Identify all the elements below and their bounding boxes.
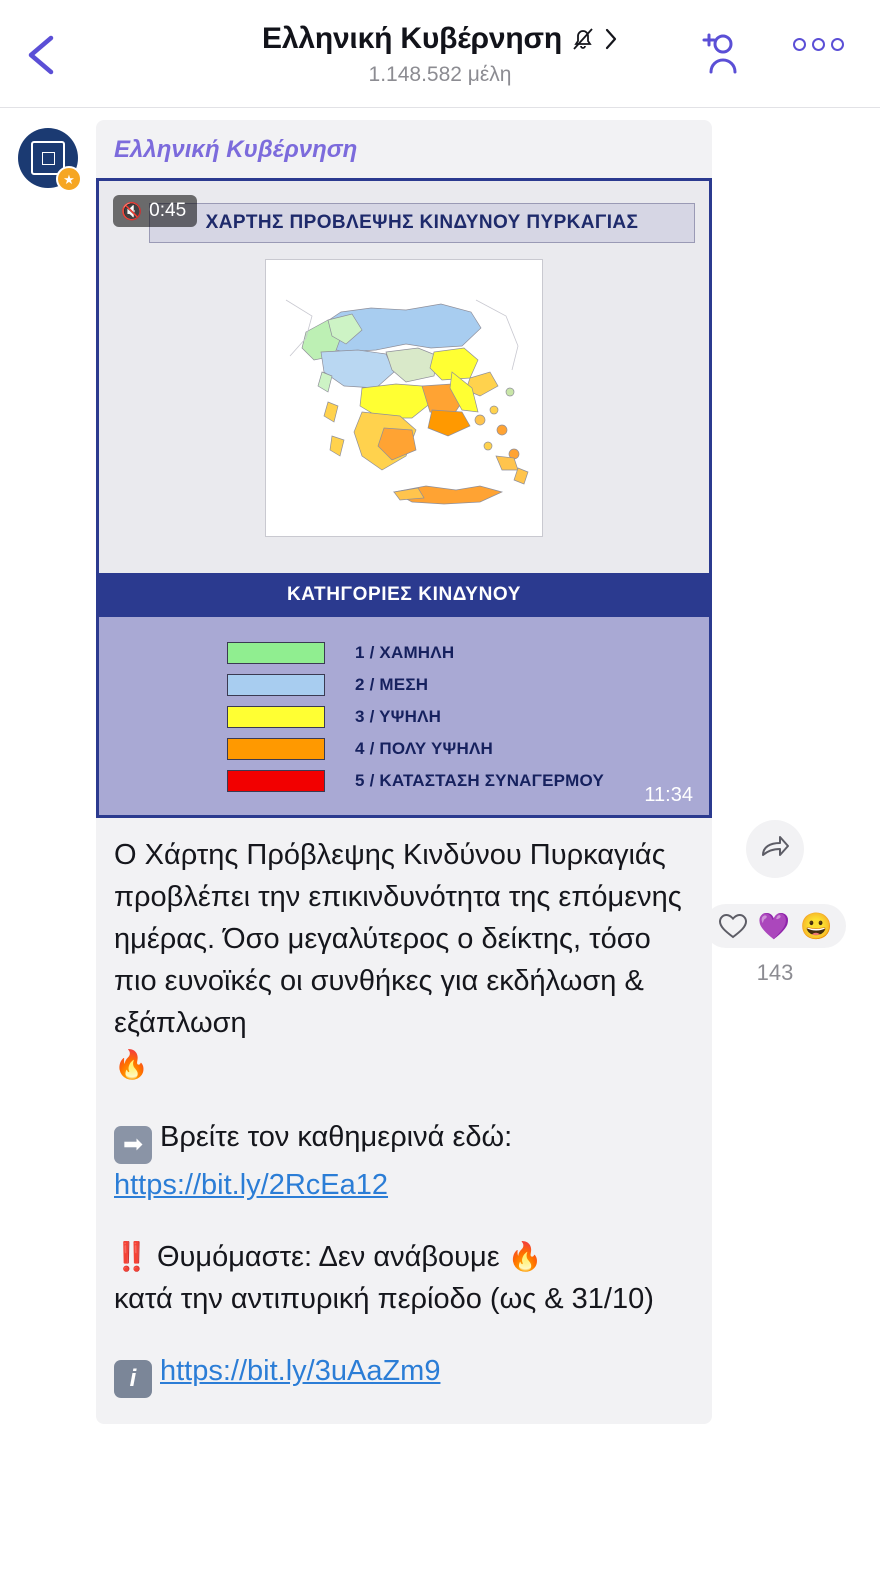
legend-label: 1 / ΧΑΜΗΛΗ: [355, 643, 455, 662]
message-sender: Ελληνική Κυβέρνηση: [114, 136, 358, 163]
legend-item: [99, 765, 709, 797]
message-row: [0, 120, 880, 1424]
paragraph-1-text: Ο Χάρτης Πρόβλεψης Κινδύνου Πυρκαγιάς προβλέπει την επικινδυνότητα της επόμενης ημέρας. Όσο μεγαλύτερος ο δείκτης, τόσο πιο ευνοϊκές οι συνθήκες για εκδήλωση & εξάπλωση: [114, 839, 682, 1040]
legend-item: [99, 637, 709, 669]
paragraph-3-text-a: Θυμόμαστε: Δεν ανάβουμε: [156, 1241, 500, 1274]
message-list[interactable]: [0, 108, 880, 1578]
message-text: [96, 818, 712, 1424]
risk-legend: [99, 617, 709, 815]
video-duration: 0:45: [149, 200, 187, 221]
add-user-icon: [695, 30, 745, 83]
video-attachment[interactable]: [96, 178, 712, 818]
legend-label: 3 / ΥΨΗΛΗ: [355, 707, 442, 726]
chevron-right-icon: [604, 27, 618, 51]
more-options-icon: [793, 38, 806, 51]
greece-fire-risk-map: [265, 259, 543, 537]
heart-outline-icon[interactable]: [718, 912, 748, 940]
message-bubble[interactable]: [96, 120, 712, 1424]
paragraph-2: [114, 1116, 694, 1206]
member-count: 1.148.582 μέλη: [368, 63, 512, 86]
legend-swatch: [227, 674, 325, 696]
reaction-count: 143: [756, 960, 794, 985]
legend-header: ΚΑΤΗΓΟΡΙΕΣ ΚΙΝΔΥΝΟΥ: [99, 573, 709, 617]
chat-header: [0, 0, 880, 108]
legend-item: [99, 733, 709, 765]
link-more-info[interactable]: https://bit.ly/3uAaZm9: [160, 1355, 441, 1388]
paragraph-1: [114, 834, 694, 1086]
map-title-banner: ΧΑΡΤΗΣ ΠΡΟΒΛΕΨΗΣ ΚΙΝΔΥΝΟΥ ΠΥΡΚΑΓΙΑΣ: [149, 203, 695, 243]
message-actions: [700, 820, 850, 986]
more-options-button[interactable]: [793, 38, 844, 51]
legend-label: 2 / ΜΕΣΗ: [355, 675, 429, 694]
forward-button[interactable]: [746, 820, 804, 878]
more-options-icon: [831, 38, 844, 51]
page-title: Ελληνική Κυβέρνηση: [262, 22, 562, 55]
star-icon: ★: [56, 166, 82, 192]
more-options-icon: [812, 38, 825, 51]
legend-item: [99, 669, 709, 701]
arrow-right-icon: ➡: [114, 1126, 152, 1164]
legend-swatch: [227, 770, 325, 792]
paragraph-2-text: Βρείτε τον καθημερινά εδώ:: [160, 1121, 513, 1154]
header-center[interactable]: [0, 22, 880, 87]
fire-emoji: 🔥: [114, 1049, 149, 1081]
grinning-face-emoji[interactable]: 😀: [800, 911, 833, 941]
forward-arrow-icon: [759, 833, 791, 866]
legend-swatch: [227, 706, 325, 728]
legend-item: [99, 701, 709, 733]
paragraph-3-text-b: κατά την αντιπυρική περίοδο (ως & 31/10): [114, 1283, 654, 1316]
speaker-muted-icon: 🔇: [121, 201, 143, 221]
legend-swatch: [227, 642, 325, 664]
paragraph-3: [114, 1236, 694, 1320]
link-fire-risk-map[interactable]: https://bit.ly/2RcEa12: [114, 1169, 389, 1202]
fire-emoji: 🔥: [507, 1241, 543, 1273]
information-icon: i: [114, 1360, 152, 1398]
video-preview[interactable]: [99, 181, 709, 573]
legend-swatch: [227, 738, 325, 760]
add-user-button[interactable]: [692, 28, 748, 84]
reaction-bar[interactable]: [704, 904, 847, 948]
paragraph-4: [114, 1350, 694, 1398]
double-exclamation-emoji: ‼️: [114, 1241, 149, 1273]
legend-label: 5 / ΚΑΤΑΣΤΑΣΗ ΣΥΝΑΓΕΡΜΟΥ: [355, 771, 605, 790]
purple-heart-emoji[interactable]: 💜: [757, 911, 790, 941]
mute-bell-icon: [571, 26, 595, 52]
legend-label: 4 / ΠΟΛΥ ΥΨΗΛΗ: [355, 739, 494, 758]
message-timestamp: 11:34: [644, 784, 693, 806]
avatar[interactable]: [18, 128, 78, 188]
video-duration-badge: [113, 195, 197, 227]
